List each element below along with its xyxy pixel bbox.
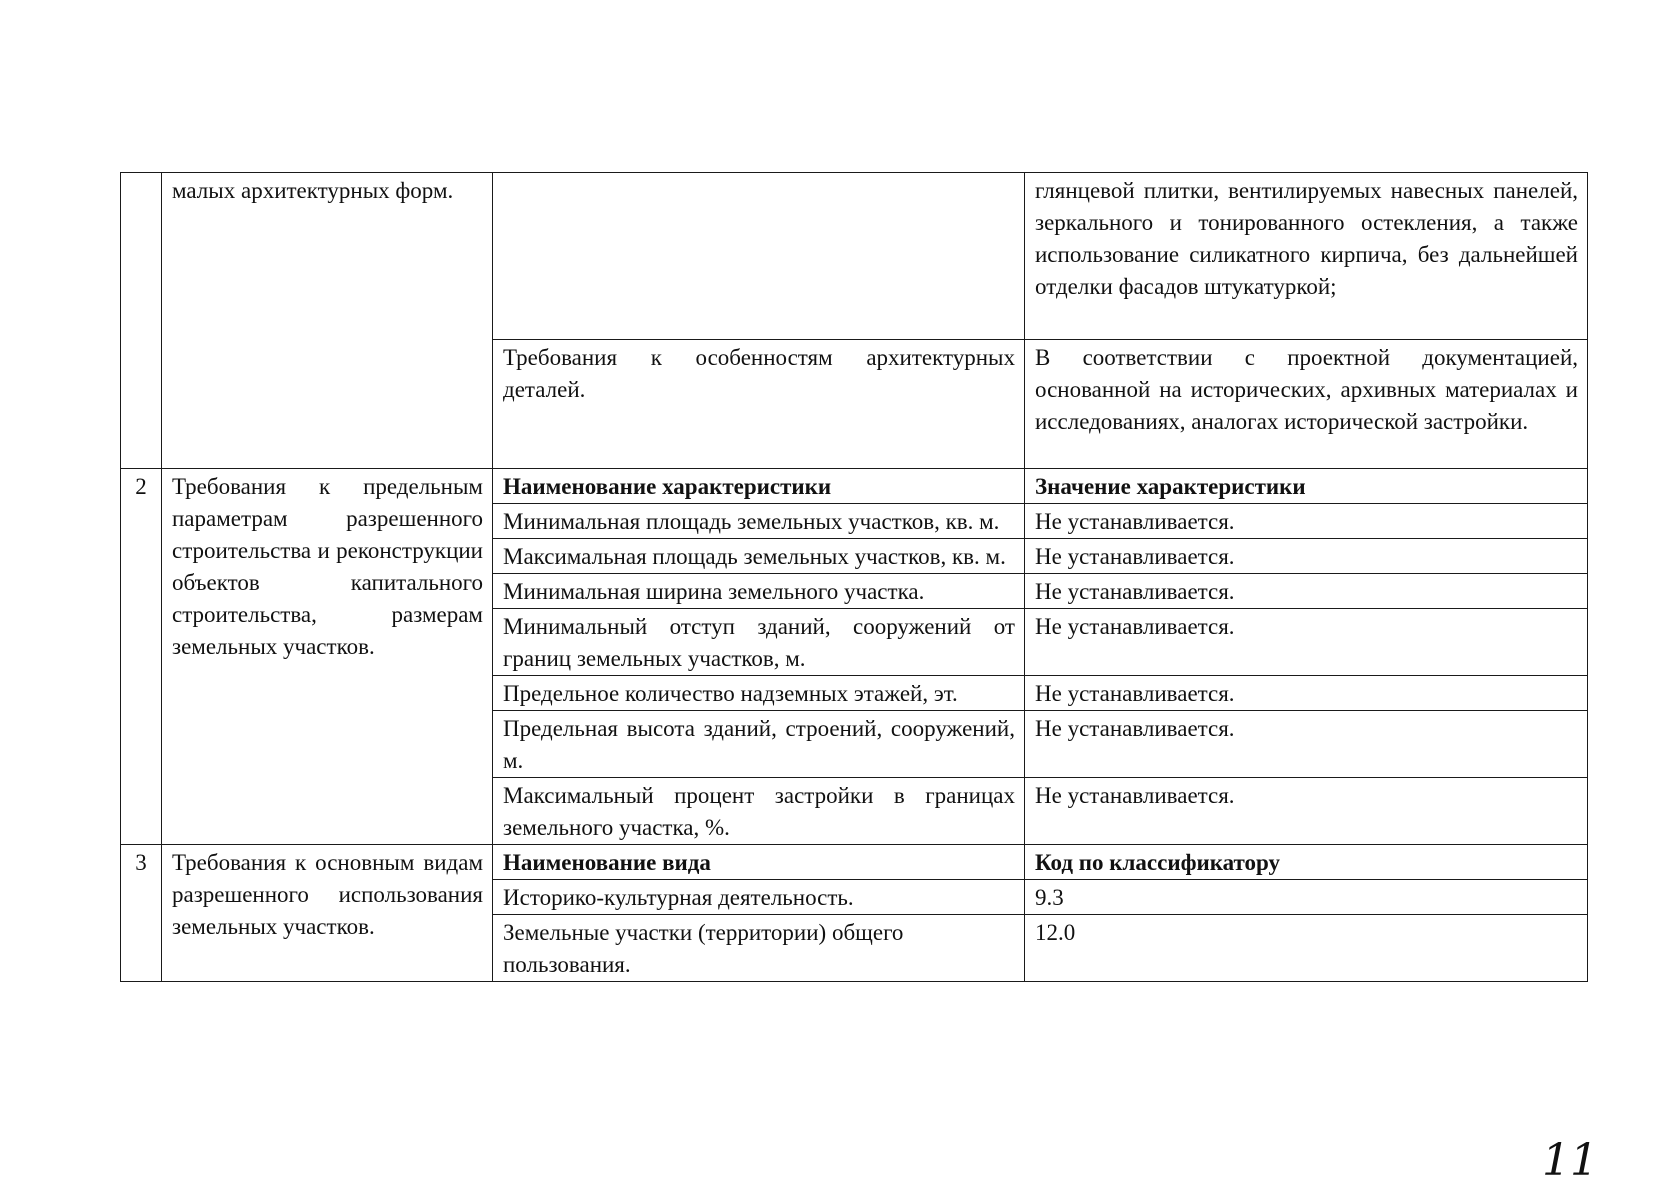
characteristic-value-cell: Не устанавливается.: [1025, 609, 1588, 676]
column-header-name: Наименование характеристики: [493, 469, 1025, 504]
table-row: [121, 173, 1588, 340]
usage-type-name-cell: Историко-культурная деятельность.: [493, 880, 1025, 915]
row-number-cell: 2: [121, 469, 162, 845]
usage-type-name-cell: Земельные участки (территории) общего пользования.: [493, 915, 1025, 982]
column-header-value: Значение характеристики: [1025, 469, 1588, 504]
requirement-cell: малых архитектурных форм.: [162, 173, 493, 469]
characteristic-name-cell: Предельное количество надземных этажей, эт.: [493, 676, 1025, 711]
classifier-code-cell: 12.0: [1025, 915, 1588, 982]
characteristic-value-cell: Не устанавливается.: [1025, 504, 1588, 539]
characteristic-value-cell: В соответствии с проектной документацией, основанной на исторических, архивных материалах и исследованиях, аналогах исторической застройки.: [1025, 340, 1588, 469]
characteristic-name-cell: Максимальная площадь земельных участков, кв. м.: [493, 539, 1025, 574]
classifier-code-cell: 9.3: [1025, 880, 1588, 915]
characteristic-value-cell: Не устанавливается.: [1025, 574, 1588, 609]
characteristic-name-cell: [493, 173, 1025, 340]
column-header-value: Код по классификатору: [1025, 845, 1588, 880]
page-number: 11: [1542, 1135, 1598, 1186]
characteristic-name-cell: Минимальная ширина земельного участка.: [493, 574, 1025, 609]
column-header-name: Наименование вида: [493, 845, 1025, 880]
characteristic-value-cell: глянцевой плитки, вентилируемых навесных панелей, зеркального и тонированного остекления, а также использование силикатного кирпича, без дальнейшей отделки фасадов штукатуркой;: [1025, 173, 1588, 340]
row-number-cell: 3: [121, 845, 162, 982]
characteristic-name-cell: Минимальная площадь земельных участков, кв. м.: [493, 504, 1025, 539]
characteristic-value-cell: Не устанавливается.: [1025, 676, 1588, 711]
row-number-cell: [121, 173, 162, 469]
characteristic-name-cell: Требования к особенностям архитектурных деталей.: [493, 340, 1025, 469]
characteristic-value-cell: Не устанавливается.: [1025, 711, 1588, 778]
requirement-cell: Требования к предельным параметрам разрешенного строительства и реконструкции объектов капитального строительства, размерам земельных участков.: [162, 469, 493, 845]
characteristic-value-cell: Не устанавливается.: [1025, 539, 1588, 574]
table-row: [121, 845, 1588, 880]
characteristic-name-cell: Максимальный процент застройки в границах земельного участка, %.: [493, 778, 1025, 845]
characteristic-name-cell: Предельная высота зданий, строений, сооружений, м.: [493, 711, 1025, 778]
table-row: [121, 469, 1588, 504]
requirements-table: [120, 172, 1588, 982]
characteristic-name-cell: Минимальный отступ зданий, сооружений от границ земельных участков, м.: [493, 609, 1025, 676]
characteristic-value-cell: Не устанавливается.: [1025, 778, 1588, 845]
requirement-cell: Требования к основным видам разрешенного использования земельных участков.: [162, 845, 493, 982]
